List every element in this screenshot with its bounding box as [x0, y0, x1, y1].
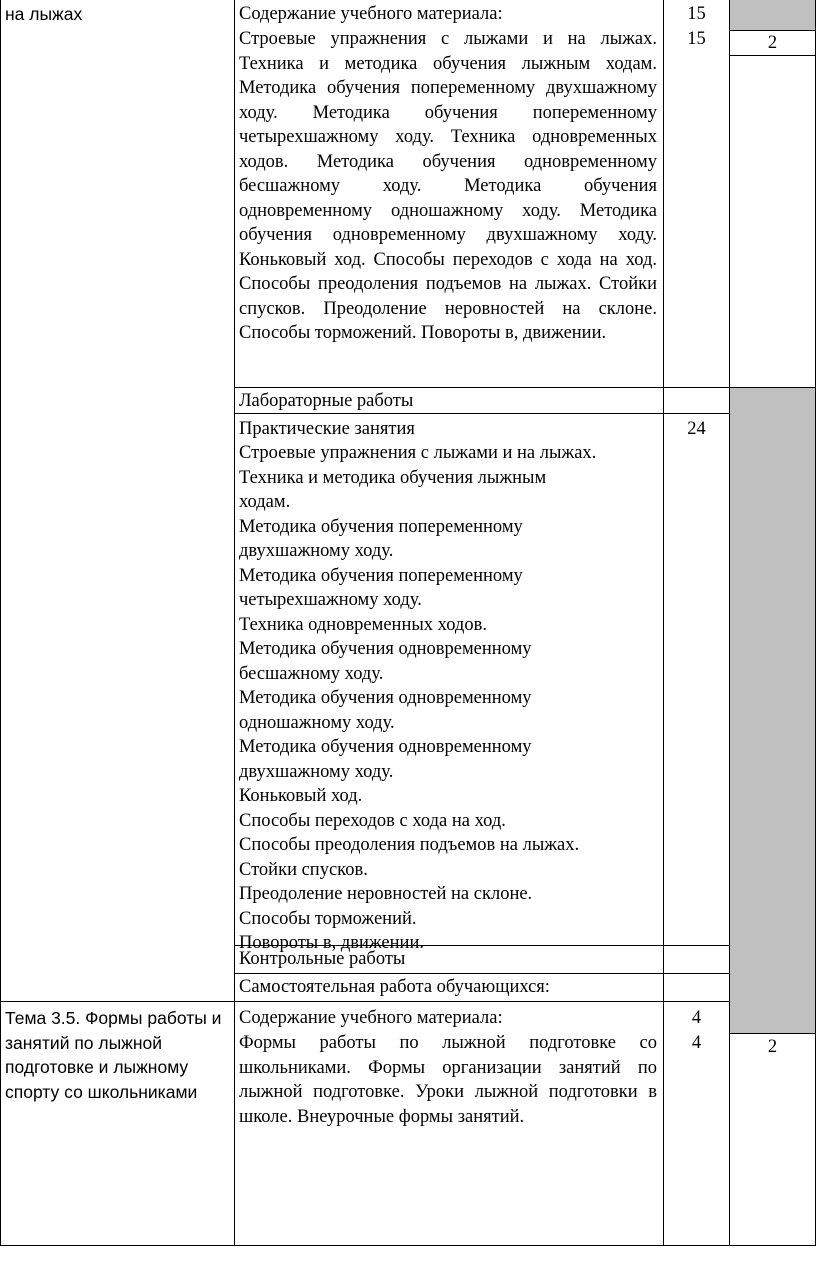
- mastery-level: 2: [767, 33, 778, 53]
- practice-item: Методика обучения одновременному: [239, 639, 532, 659]
- practice-item: Преодоление неровностей на склоне.: [239, 884, 533, 904]
- practice-item: бесшажному ходу.: [239, 663, 384, 684]
- column-divider-2: [663, 0, 664, 1246]
- practice-hours: 24: [687, 419, 706, 439]
- practice-item: одношажному ходу.: [239, 712, 395, 733]
- row-divider-topic: [0, 1001, 730, 1002]
- hours-total-2: 4: [691, 1008, 702, 1028]
- practice-item: Способы торможений.: [239, 908, 417, 929]
- practice-item: двухшажному ходу.: [239, 761, 394, 782]
- content-header-2: Содержание учебного материала:: [239, 1008, 503, 1028]
- practice-item: Способы переходов с хода на ход.: [239, 810, 506, 831]
- level-shade-middle: [729, 387, 815, 1033]
- content-text-2: Формы работы по лыжной подготовке со школьниками. Формы организации занятий по лыжной подготовке. Уроки лыжной подготовки в школе. Внеурочные формы занятий.: [239, 1033, 657, 1127]
- practice-item: Стойки спусков.: [239, 859, 368, 880]
- control-works-label: Контрольные работы: [239, 949, 406, 969]
- practice-item: Методика обучения попеременному: [239, 516, 523, 537]
- column-divider-1: [234, 0, 235, 1246]
- lab-works-label: Лабораторные работы: [239, 391, 414, 411]
- row-divider-self-work: [234, 973, 730, 974]
- table-border-left: [0, 0, 1, 1246]
- practice-item: двухшажному ходу.: [239, 541, 394, 561]
- practice-item: Повороты в, движении.: [239, 933, 424, 953]
- practice-header: Практические занятия: [239, 419, 415, 439]
- hours-total: 15: [687, 4, 706, 24]
- practice-item: Методика обучения одновременному: [239, 737, 532, 757]
- hours-content: 15: [687, 29, 706, 49]
- practice-item: Строевые упражнения с лыжами и на лыжах.: [239, 443, 597, 463]
- practice-item: четырехшажному ходу.: [239, 590, 422, 610]
- hours-content-2: 4: [691, 1033, 702, 1053]
- row-divider-lab: [234, 387, 816, 388]
- practice-item: Способы преодоления подъемов на лыжах.: [239, 835, 580, 855]
- level-shade-top: [729, 0, 815, 30]
- table-border-bottom: [0, 1245, 816, 1246]
- practice-item: ходам.: [239, 492, 291, 512]
- practice-item: Методика обучения попеременному: [239, 565, 523, 586]
- practice-item: Техника и методика обучения лыжным: [239, 467, 547, 488]
- topic-title: Тема 3.5. Формы работы и занятий по лыжной подготовке и лыжному спорту со школьниками: [5, 1008, 222, 1102]
- content-header: Содержание учебного материала:: [239, 4, 503, 24]
- level-divider-c: [729, 1033, 816, 1034]
- practice-item: Техника одновременных ходов.: [239, 614, 487, 635]
- practice-item: Коньковый ход.: [239, 786, 363, 806]
- topic-cell-continued: на лыжах: [5, 4, 83, 24]
- self-work-label: Самостоятельная работа обучающихся:: [239, 977, 550, 997]
- content-text: Строевые упражнения с лыжами и на лыжах. Техника и методика обучения лыжным ходам. Методика обучения попеременному двухшажному ходу. Методика обучения попеременному четырехшажному ходу. Техника одновременных ходов. Методика обучения одновременному бесшажному ходу. Методика обучения одновременному одношажному ходу. Методика обучения одновременному двухшажному ходу. Коньковый ход. Способы переходов с хода на ход. Способы преодоления подъемов на лыжах. Стойки спусков. Преодоление неровностей на склоне. Способы торможений. Повороты в, движении.: [239, 29, 657, 343]
- mastery-level-2: 2: [767, 1037, 778, 1057]
- practice-item: Методика обучения одновременному: [239, 688, 532, 708]
- practice-list: [239, 441, 657, 956]
